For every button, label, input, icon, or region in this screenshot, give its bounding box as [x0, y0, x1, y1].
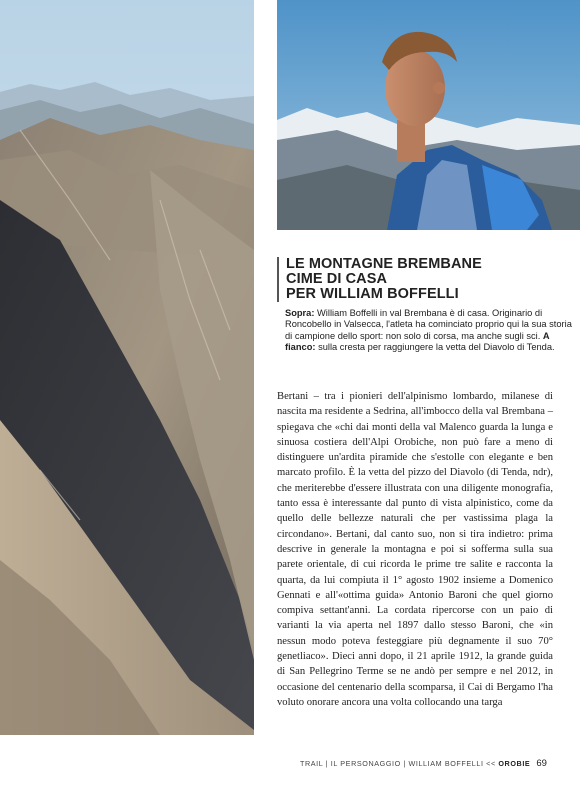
caption-text-above: William Boffelli in val Brembana è di casa. Originario di Roncobello in Valsecca, l'atleta ha cominciato proprio qui la sua storia di campione dello sport: non solo di corsa, ma anche sugli sci.: [285, 308, 572, 341]
runner-portrait-photo: [277, 0, 580, 230]
mountain-landscape-photo-icon: [0, 0, 254, 735]
runner-portrait-photo-icon: [277, 0, 580, 230]
page-number: 69: [536, 758, 547, 769]
caption-label-above: Sopra:: [285, 308, 315, 318]
photo-caption: [285, 308, 575, 353]
footer-section: TRAIL | IL PERSONAGGIO | WILLIAM BOFFELLI <<: [300, 759, 499, 768]
caption-text-side: sulla cresta per raggiungere la vetta del Diavolo di Tenda.: [315, 341, 555, 352]
title-line-3: PER WILLIAM BOFFELLI: [286, 286, 459, 302]
title-line-1: LE MONTAGNE BREMBANE: [286, 256, 482, 272]
mountain-landscape-photo: [0, 0, 254, 735]
footer-brand: OROBIE: [498, 759, 531, 768]
article-title: [277, 257, 576, 302]
article-body: Bertani – tra i pionieri dell'alpinismo lombardo, milanese di nascita ma residente a Sedrina, all'imbocco della val Brembana – spiegava che «chi dai monti della val Malenco guarda la lunga e sinuosa costiera dell'Alpi Orobiche, non può fare a meno di distinguere un'ardita piramide che s'estolle con elegante e ben marcato profilo. È la vetta del pizzo del Diavolo (di Tenda, ndr), che meriterebbe d'essere illustrata con una diligente monografia, tanto essa è interessante dal punto di vista alpinistico, come da quello delle bellezze naturali che per vastissima plaga la circondano». Bertani, dal canto suo, non si tira indietro: prima descrive in generale la montagna e poi si sofferma sulla sua parete orientale, di cui ricorda le prime tre salite e racconta la quarta, da lui compiuta il 1° agosto 1902 insieme a Domenico Gennati e all'«ottima guida» Antonio Baroni che quel giorno compiva settant'anni. La cordata ripercorse con un paio di varianti la via aperta nel 1897 dallo stesso Baroni, che «in nessun modo poteva festeggiare più degnamente il suo 70° genetliaco». Dieci anni dopo, il 21 aprile 1912, la grande guida di San Pellegrino Terme se ne andò per sempre e nel 2012, in occasione del centenario della scomparsa, il Cai di Bergamo l'ha voluto onorare ancora una volta collocando una targa: [277, 391, 553, 708]
page-footer: [300, 758, 570, 769]
caption-label-side: A fianco:: [285, 330, 550, 352]
title-line-2: CIME DI CASA: [286, 271, 388, 287]
